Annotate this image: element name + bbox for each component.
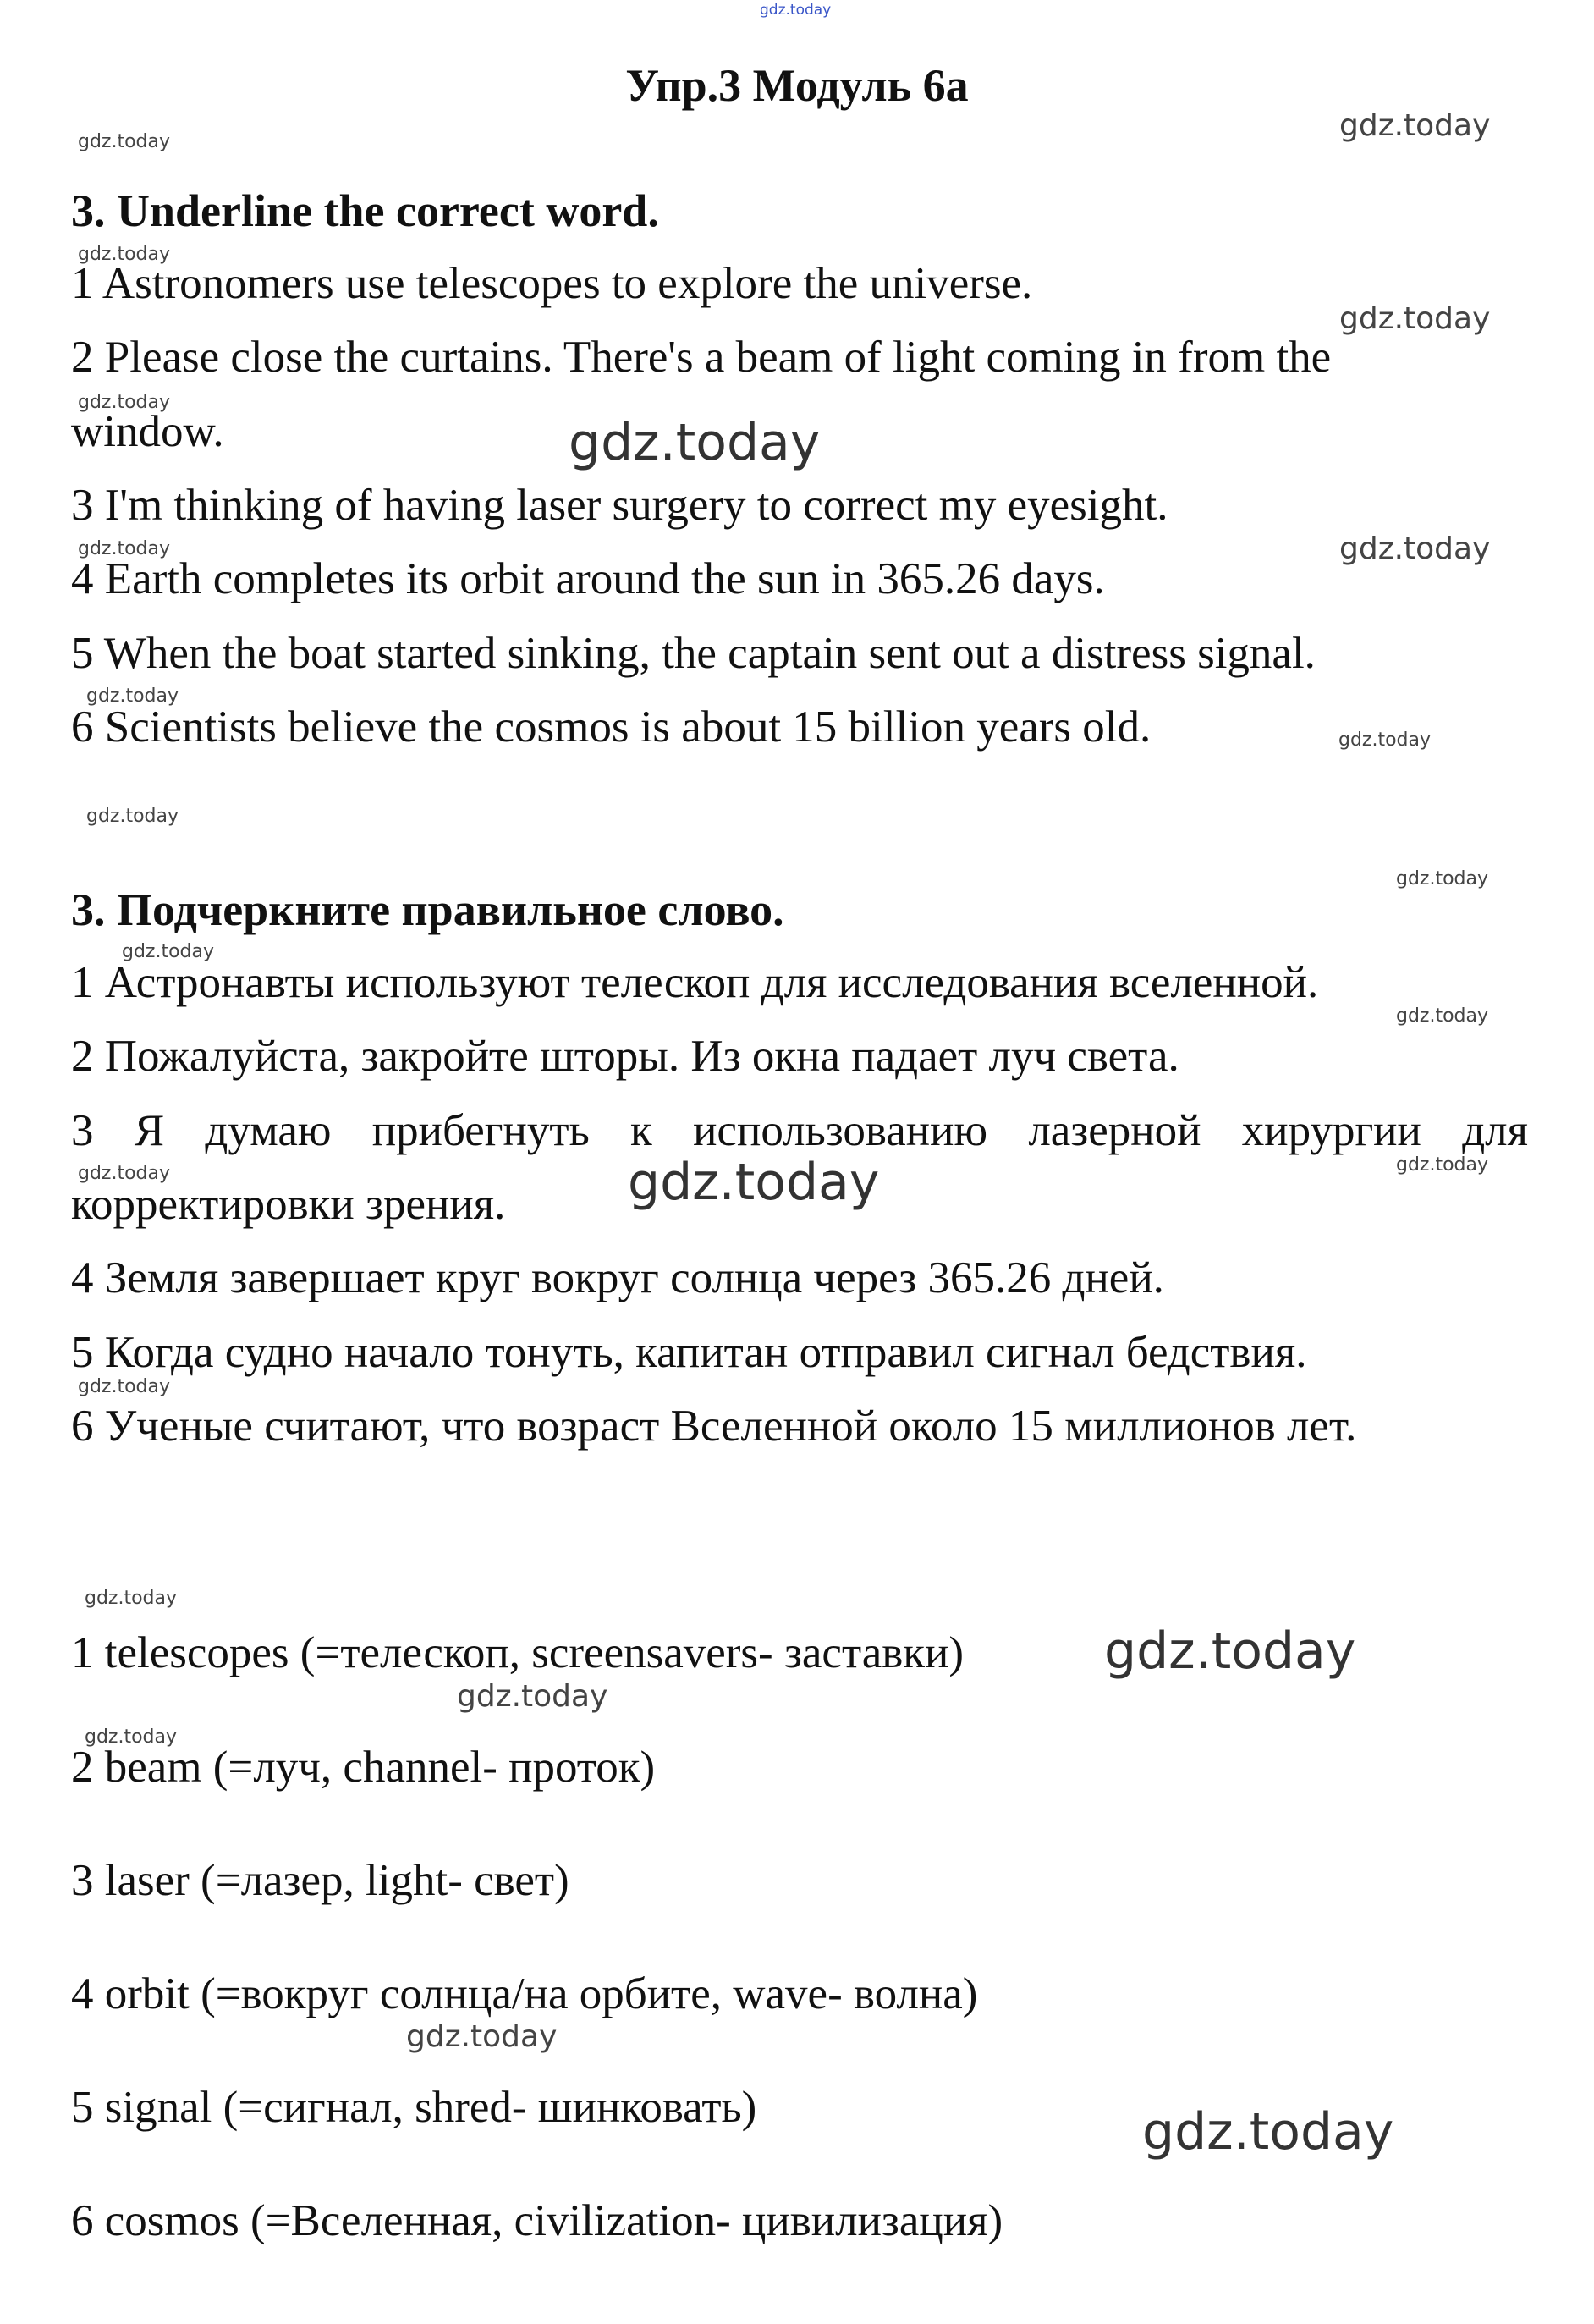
russian-item-4: 4 Земля завершает круг вокруг солнца через 365.26 дней. bbox=[71, 1253, 1164, 1302]
watermark: gdz.today bbox=[85, 1588, 178, 1609]
watermark: gdz.today bbox=[1339, 301, 1491, 336]
answer-1: 1 telescopes (=телескоп, screensavers- заставки) bbox=[71, 1628, 965, 1677]
watermark: gdz.today bbox=[760, 2, 832, 19]
english-item-1: 1 Astronomers use telescopes to explore the universe. bbox=[71, 259, 1033, 308]
english-item-4: 4 Earth completes its orbit around the sun in 365.26 days. bbox=[71, 554, 1105, 603]
russian-item-1: 1 Астронавты используют телескоп для исследования вселенной. bbox=[71, 958, 1319, 1007]
watermark: gdz.today bbox=[1339, 108, 1491, 143]
watermark: gdz.today bbox=[78, 1163, 171, 1184]
answer-5: 5 signal (=сигнал, shred- шинковать) bbox=[71, 2083, 757, 2132]
russian-item-3: 3 Я думаю прибегнуть к использованию лазерной хирургии для bbox=[71, 1106, 1528, 1155]
english-item-2-cont: window. bbox=[71, 407, 224, 456]
watermark: gdz.today bbox=[1396, 1005, 1489, 1027]
watermark: gdz.today bbox=[1142, 2102, 1394, 2162]
watermark: gdz.today bbox=[122, 941, 215, 962]
watermark: gdz.today bbox=[1396, 868, 1489, 889]
watermark: gdz.today bbox=[78, 538, 171, 559]
watermark: gdz.today bbox=[78, 392, 171, 413]
russian-item-6: 6 Ученые считают, что возраст Вселенной около 15 миллионов лет. bbox=[71, 1402, 1357, 1451]
watermark: gdz.today bbox=[457, 1679, 608, 1714]
english-heading: 3. Underline the correct word. bbox=[71, 185, 659, 236]
english-item-3: 3 I'm thinking of having laser surgery to correct my eyesight. bbox=[71, 481, 1168, 530]
watermark: gdz.today bbox=[1338, 730, 1432, 751]
watermark: gdz.today bbox=[86, 806, 179, 827]
watermark: gdz.today bbox=[1339, 531, 1491, 566]
watermark: gdz.today bbox=[569, 413, 821, 472]
answer-3: 3 laser (=лазер, light- свет) bbox=[71, 1856, 569, 1905]
watermark: gdz.today bbox=[78, 1376, 171, 1397]
russian-heading: 3. Подчеркните правильное слово. bbox=[71, 884, 784, 935]
watermark: gdz.today bbox=[78, 131, 171, 152]
russian-item-5: 5 Когда судно начало тонуть, капитан отправил сигнал бедствия. bbox=[71, 1328, 1307, 1377]
watermark: gdz.today bbox=[1104, 1622, 1356, 1681]
russian-item-3-cont: корректировки зрения. bbox=[71, 1180, 506, 1229]
watermark: gdz.today bbox=[406, 2019, 558, 2054]
watermark: gdz.today bbox=[85, 1726, 178, 1748]
english-item-5: 5 When the boat started sinking, the captain sent out a distress signal. bbox=[71, 629, 1316, 678]
watermark: gdz.today bbox=[1396, 1154, 1489, 1176]
english-item-2: 2 Please close the curtains. There's a beam of light coming in from the bbox=[71, 333, 1332, 382]
watermark: gdz.today bbox=[628, 1153, 880, 1212]
answer-4: 4 orbit (=вокруг солнца/на орбите, wave- волна) bbox=[71, 1969, 978, 2018]
english-item-6: 6 Scientists believe the cosmos is about 15 billion years old. bbox=[71, 702, 1152, 752]
answer-2: 2 beam (=луч, channel- проток) bbox=[71, 1743, 656, 1792]
watermark: gdz.today bbox=[86, 686, 179, 707]
russian-item-2: 2 Пожалуйста, закройте шторы. Из окна падает луч света. bbox=[71, 1032, 1179, 1081]
answer-6: 6 cosmos (=Вселенная, civilization- цивилизация) bbox=[71, 2196, 1003, 2245]
page-title: Упр.3 Модуль 6а bbox=[625, 60, 969, 111]
watermark: gdz.today bbox=[78, 244, 171, 265]
